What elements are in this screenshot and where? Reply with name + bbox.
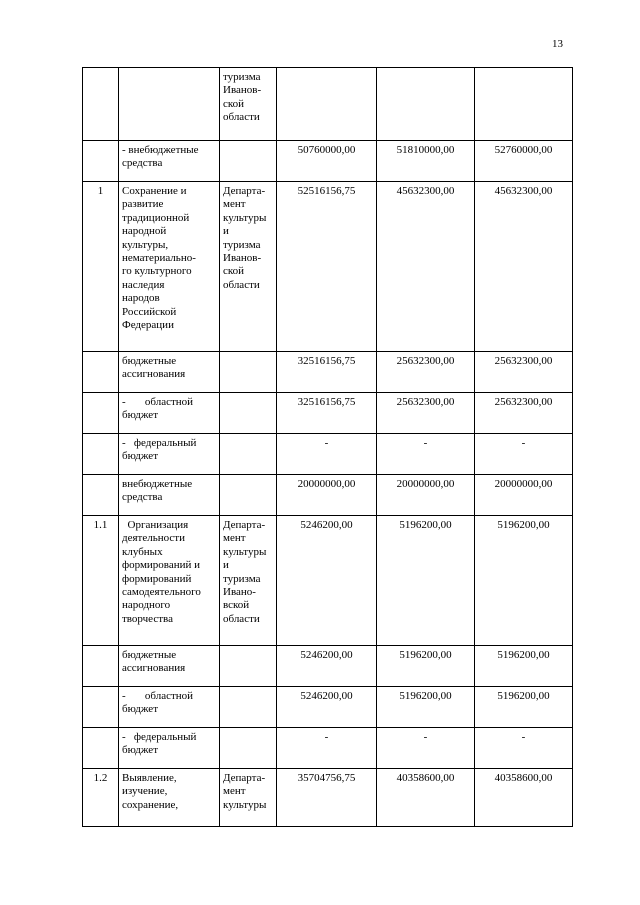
table-row — [83, 516, 573, 646]
row-executor: Департа- мент культуры и туризма Ивано- вской области — [220, 516, 277, 646]
row-value-year-1: 5246200,00 — [277, 687, 377, 728]
table-row — [83, 393, 573, 434]
table-row — [83, 769, 573, 827]
row-value-year-3: - — [475, 728, 573, 769]
row-value-year-2 — [377, 68, 475, 141]
row-name: - областной бюджет — [119, 687, 220, 728]
row-name: бюджетные ассигнования — [119, 646, 220, 687]
row-name: - областной бюджет — [119, 393, 220, 434]
row-value-year-1: - — [277, 434, 377, 475]
row-name — [119, 68, 220, 141]
row-number: 1.1 — [83, 516, 119, 646]
row-value-year-2: 45632300,00 — [377, 182, 475, 352]
row-value-year-3: 25632300,00 — [475, 393, 573, 434]
budget-table-body — [83, 68, 573, 827]
row-value-year-2: 25632300,00 — [377, 393, 475, 434]
row-value-year-2: 5196200,00 — [377, 687, 475, 728]
row-value-year-2: 5196200,00 — [377, 516, 475, 646]
row-value-year-1: 5246200,00 — [277, 646, 377, 687]
row-number — [83, 352, 119, 393]
row-executor — [220, 352, 277, 393]
row-value-year-3 — [475, 68, 573, 141]
row-name: - федеральный бюджет — [119, 434, 220, 475]
row-number — [83, 68, 119, 141]
row-value-year-2: 5196200,00 — [377, 646, 475, 687]
row-value-year-1: 35704756,75 — [277, 769, 377, 827]
row-value-year-3: 5196200,00 — [475, 646, 573, 687]
row-value-year-3: 25632300,00 — [475, 352, 573, 393]
row-number — [83, 646, 119, 687]
row-number — [83, 687, 119, 728]
row-executor: туризма Иванов- ской области — [220, 68, 277, 141]
table-row — [83, 728, 573, 769]
row-value-year-3: - — [475, 434, 573, 475]
row-executor: Департа- мент культуры и туризма Иванов- ской области — [220, 182, 277, 352]
row-value-year-1 — [277, 68, 377, 141]
table-row — [83, 646, 573, 687]
row-value-year-2: 40358600,00 — [377, 769, 475, 827]
row-value-year-2: 20000000,00 — [377, 475, 475, 516]
table-row — [83, 141, 573, 182]
row-executor — [220, 141, 277, 182]
budget-table — [82, 67, 573, 827]
row-value-year-2: 51810000,00 — [377, 141, 475, 182]
table-row — [83, 687, 573, 728]
table-row — [83, 475, 573, 516]
row-value-year-3: 5196200,00 — [475, 516, 573, 646]
table-row — [83, 68, 573, 141]
row-name: - внебюджетные средства — [119, 141, 220, 182]
row-executor — [220, 728, 277, 769]
row-value-year-1: 32516156,75 — [277, 393, 377, 434]
table-row — [83, 352, 573, 393]
row-value-year-3: 5196200,00 — [475, 687, 573, 728]
row-name: внебюджетные средства — [119, 475, 220, 516]
row-value-year-1: - — [277, 728, 377, 769]
row-number — [83, 728, 119, 769]
row-value-year-3: 40358600,00 — [475, 769, 573, 827]
row-name: Сохранение и развитие традиционной народной культуры, нематериально- го культурного наследия народов Российской Федерации — [119, 182, 220, 352]
row-executor — [220, 646, 277, 687]
row-name: - федеральный бюджет — [119, 728, 220, 769]
row-value-year-3: 52760000,00 — [475, 141, 573, 182]
row-value-year-2: 25632300,00 — [377, 352, 475, 393]
row-value-year-2: - — [377, 434, 475, 475]
table-row — [83, 434, 573, 475]
row-number: 1 — [83, 182, 119, 352]
row-number: 1.2 — [83, 769, 119, 827]
row-value-year-3: 20000000,00 — [475, 475, 573, 516]
row-value-year-1: 52516156,75 — [277, 182, 377, 352]
row-name: Выявление, изучение, сохранение, — [119, 769, 220, 827]
row-value-year-1: 20000000,00 — [277, 475, 377, 516]
row-executor — [220, 475, 277, 516]
row-executor — [220, 393, 277, 434]
row-executor — [220, 687, 277, 728]
row-executor — [220, 434, 277, 475]
page-number: 13 — [552, 38, 563, 50]
row-value-year-1: 50760000,00 — [277, 141, 377, 182]
row-value-year-1: 5246200,00 — [277, 516, 377, 646]
row-value-year-2: - — [377, 728, 475, 769]
row-value-year-3: 45632300,00 — [475, 182, 573, 352]
row-number — [83, 434, 119, 475]
row-name: бюджетные ассигнования — [119, 352, 220, 393]
row-number — [83, 393, 119, 434]
row-value-year-1: 32516156,75 — [277, 352, 377, 393]
row-number — [83, 141, 119, 182]
row-number — [83, 475, 119, 516]
row-executor: Департа- мент культуры — [220, 769, 277, 827]
table-row — [83, 182, 573, 352]
row-name: Организация деятельности клубных формирований и формирований самодеятельного народного творчества — [119, 516, 220, 646]
